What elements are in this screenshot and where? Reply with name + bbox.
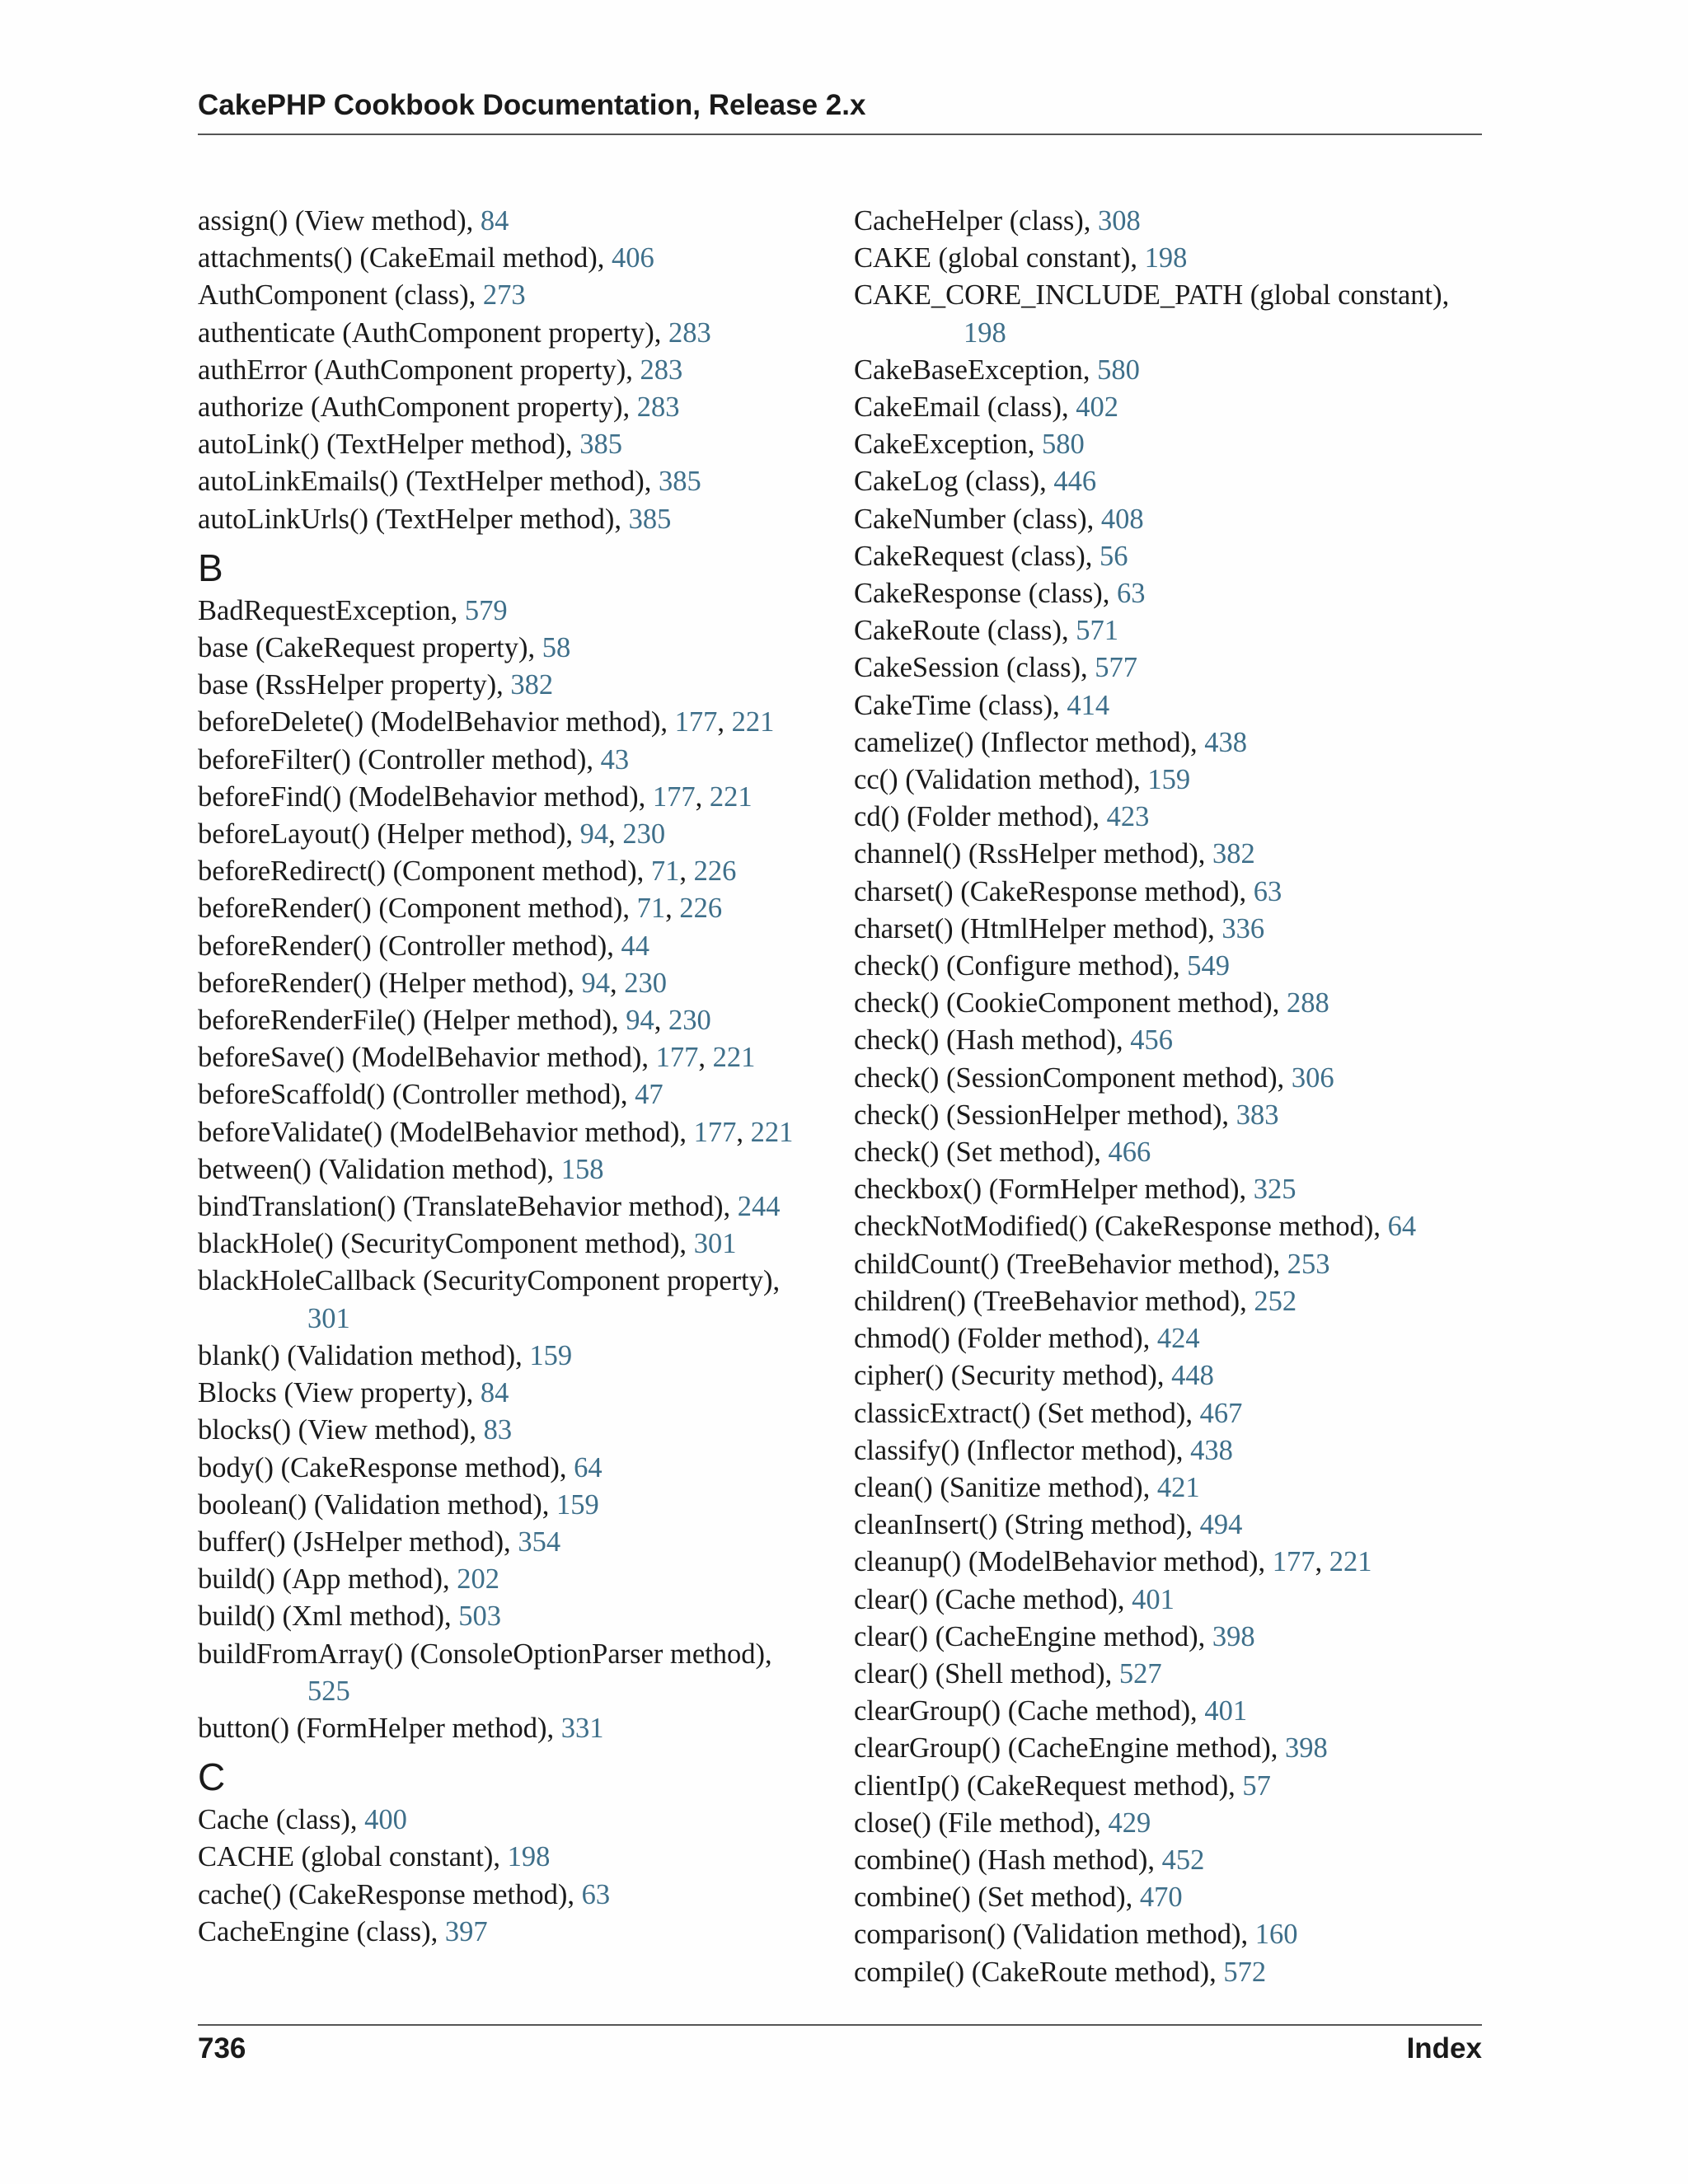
page-link[interactable]: 325	[1253, 1174, 1296, 1206]
index-entry-cakeroute-class	[854, 612, 1484, 649]
page-link[interactable]: 221	[712, 1042, 756, 1074]
index-entry-text: CakeBaseException,	[854, 354, 1098, 386]
index-entry-comparison-validation-method	[854, 1916, 1484, 1953]
index-entry-check-sessioncomponent-method	[854, 1060, 1484, 1097]
index-entry-text: charset() (HtmlHelper method),	[854, 912, 1222, 944]
index-entry-beforerenderfile-helper-method	[198, 1002, 828, 1039]
index-entry-between-validation-method	[198, 1151, 828, 1188]
index-entry-clear-cacheengine-method	[854, 1619, 1484, 1656]
index-entry-cipher-security-method	[854, 1357, 1484, 1394]
index-entry-close-file-method	[854, 1805, 1484, 1842]
index-entry-text: CakeNumber (class),	[854, 503, 1101, 535]
page-link[interactable]: 198	[1144, 242, 1188, 274]
page-link[interactable]: 579	[464, 594, 508, 626]
index-entry-compile-cakeroute-method	[854, 1954, 1484, 1991]
index-entry-badrequestexception	[198, 593, 828, 630]
index-entry-text: cleanup() (ModelBehavior method),	[854, 1546, 1273, 1578]
index-entry-text: charset() (CakeResponse method),	[854, 875, 1254, 907]
page-link[interactable]: 273	[482, 279, 526, 312]
index-entry-continuation	[854, 315, 1484, 352]
index-entry-text: CakeLog (class),	[854, 466, 1054, 498]
index-entry-text: clean() (Sanitize method),	[854, 1471, 1157, 1503]
index-entry-check-cookiecomponent-method	[854, 985, 1484, 1022]
page-link[interactable]: 448	[1171, 1360, 1214, 1392]
index-entry-text: Blocks (View property),	[198, 1377, 481, 1409]
page-link[interactable]: 336	[1221, 912, 1265, 944]
index-entry-beforerender-helper-method	[198, 965, 828, 1002]
index-entry-text: buildFromArray() (ConsoleOptionParser method),	[198, 1638, 772, 1670]
footer-divider	[198, 2024, 1482, 2026]
index-entry-text: beforeRender() (Controller method),	[198, 930, 621, 962]
page-link[interactable]: 159	[556, 1488, 599, 1521]
index-entry-continuation	[198, 1673, 828, 1710]
page-link[interactable]: 253	[1287, 1248, 1330, 1280]
page-link[interactable]: 429	[1108, 1807, 1151, 1839]
page-link[interactable]: 494	[1199, 1509, 1243, 1541]
page-link[interactable]: 400	[364, 1804, 407, 1836]
page-link[interactable]: 401	[1132, 1583, 1175, 1615]
index-entry-text: check() (SessionHelper method),	[854, 1099, 1236, 1131]
index-entry-text: authenticate (AuthComponent property),	[198, 316, 669, 349]
page-link[interactable]: 283	[668, 316, 711, 349]
index-entry-beforescaffold-controller-method	[198, 1076, 828, 1113]
index-entry-chmod-folder-method	[854, 1320, 1484, 1357]
index-entry-check-set-method	[854, 1134, 1484, 1171]
page-link[interactable]: 57	[1242, 1769, 1271, 1802]
page-link[interactable]: 71	[636, 893, 666, 925]
index-entry-text: between() (Validation method),	[198, 1153, 561, 1185]
index-entry-text: CacheHelper (class),	[854, 205, 1098, 237]
page-link[interactable]: 383	[1236, 1099, 1279, 1131]
index-entry-text: check() (Set method),	[854, 1137, 1109, 1169]
index-entry-text: children() (TreeBehavior method),	[854, 1285, 1254, 1317]
index-entry-text: classify() (Inflector method),	[854, 1434, 1191, 1466]
index-entry-boolean-validation-method	[198, 1487, 828, 1524]
index-entry-text: chmod() (Folder method),	[854, 1323, 1157, 1355]
index-entry-text: CACHE (global constant),	[198, 1841, 508, 1873]
index-entry-base-cakerequest-property	[198, 630, 828, 667]
index-entry-text: attachments() (CakeEmail method),	[198, 242, 612, 274]
index-entry-check-configure-method	[854, 948, 1484, 985]
index-entry-blackhole-securitycomponent-method	[198, 1226, 828, 1263]
index-entry-cache-cakeresponse-method	[198, 1877, 828, 1914]
index-entry-cakeemail-class	[854, 389, 1484, 426]
page-link[interactable]: 47	[635, 1079, 663, 1111]
index-entry-charset-cakeresponse-method	[854, 874, 1484, 911]
index-entry-text: beforeFilter() (Controller method),	[198, 743, 601, 776]
index-entry-clientip-cakerequest-method	[854, 1768, 1484, 1805]
index-entry-text: classicExtract() (Set method),	[854, 1397, 1200, 1429]
index-entry-text: beforeRedirect() (Component method),	[198, 855, 651, 888]
page-link[interactable]: 549	[1187, 950, 1231, 982]
index-entry-cakelog-class	[854, 463, 1484, 500]
index-entry-cleaninsert-string-method	[854, 1507, 1484, 1544]
page-separator: ,	[608, 818, 623, 851]
page-link[interactable]: 94	[626, 1005, 654, 1037]
index-entry-base-rsshelper-property	[198, 667, 828, 704]
index-entry-autolink-texthelper-method	[198, 426, 828, 463]
index-entry-text: base (RssHelper property),	[198, 669, 511, 701]
page-link[interactable]: 198	[964, 316, 1006, 349]
page-link[interactable]: 226	[679, 893, 723, 925]
page-link[interactable]: 94	[579, 818, 609, 851]
index-entry-cakeresponse-class	[854, 575, 1484, 612]
index-entry-attachments-cakeemail-method	[198, 240, 828, 277]
index-entry-children-treebehavior-method	[854, 1283, 1484, 1320]
page-link[interactable]: 43	[600, 743, 630, 776]
page-link[interactable]: 221	[1329, 1546, 1372, 1578]
index-entry-blackholecallback-securitycomponent-prop	[198, 1263, 828, 1300]
page-link[interactable]: 94	[581, 967, 611, 999]
page-link[interactable]: 221	[731, 706, 775, 738]
index-entry-buffer-jshelper-method	[198, 1524, 828, 1561]
index-entry-cache-class	[198, 1802, 828, 1839]
index-entry-continuation	[198, 1301, 828, 1338]
page-link[interactable]: 306	[1291, 1062, 1334, 1094]
page-link[interactable]: 354	[518, 1526, 561, 1558]
index-entry-text: checkbox() (FormHelper method),	[854, 1174, 1254, 1206]
page-link[interactable]: 160	[1254, 1919, 1298, 1951]
index-entry-text: checkNotModified() (CakeResponse method),	[854, 1211, 1388, 1243]
index-entry-text: blank() (Validation method),	[198, 1339, 530, 1371]
page-link[interactable]: 177	[693, 1116, 737, 1148]
index-entry-text: base (CakeRequest property),	[198, 632, 542, 664]
index-entry-text: CakeException,	[854, 429, 1043, 461]
index-entry-beforerender-component-method	[198, 890, 828, 927]
index-entry-body-cakeresponse-method	[198, 1450, 828, 1487]
index-entry-authcomponent-class	[198, 277, 828, 314]
page-link[interactable]: 385	[628, 503, 672, 535]
index-entry-autolinkemails-texthelper-method	[198, 463, 828, 500]
index-entry-text: clear() (Cache method),	[854, 1583, 1132, 1615]
index-entry-text: cleanInsert() (String method),	[854, 1509, 1200, 1541]
page-link[interactable]: 401	[1204, 1695, 1248, 1727]
page-link[interactable]: 580	[1097, 354, 1140, 386]
index-entry-text: beforeRender() (Component method),	[198, 893, 637, 925]
page-link[interactable]: 159	[1147, 764, 1191, 796]
index-entry-text: combine() (Hash method),	[854, 1844, 1162, 1876]
index-entry-text: beforeSave() (ModelBehavior method),	[198, 1042, 656, 1074]
index-entry-authenticate-authcomponent-property	[198, 315, 828, 352]
page-link[interactable]: 398	[1285, 1732, 1328, 1765]
index-entry-text: beforeScaffold() (Controller method),	[198, 1079, 635, 1111]
page-link[interactable]: 577	[1095, 652, 1137, 684]
page-header-title: CakePHP Cookbook Documentation, Release 2.x	[198, 89, 866, 121]
index-entry-text: blackHoleCallback (SecurityComponent property),	[198, 1265, 781, 1297]
footer-section-label: Index	[1406, 2032, 1482, 2064]
page-link[interactable]: 244	[737, 1191, 781, 1223]
index-entry-text: build() (App method),	[198, 1563, 457, 1596]
page-link[interactable]: 308	[1097, 205, 1141, 237]
page-link[interactable]: 63	[581, 1878, 611, 1910]
index-entry-text: check() (Configure method),	[854, 950, 1188, 982]
index-entry-text: childCount() (TreeBehavior method),	[854, 1248, 1287, 1280]
page-link[interactable]: 331	[560, 1712, 604, 1744]
page-link[interactable]: 159	[529, 1339, 573, 1371]
index-entry-text: clearGroup() (CacheEngine method),	[854, 1732, 1286, 1765]
index-entry-blocks-view-property	[198, 1375, 828, 1412]
page-link[interactable]: 402	[1076, 391, 1118, 424]
index-entry-text: boolean() (Validation method),	[198, 1488, 556, 1521]
page-link[interactable]: 466	[1108, 1137, 1151, 1169]
index-entry-button-formhelper-method	[198, 1710, 828, 1747]
page-link[interactable]: 398	[1212, 1620, 1255, 1652]
index-entry-channel-rsshelper-method	[854, 836, 1484, 873]
index-entry-clean-sanitize-method	[854, 1469, 1484, 1507]
index-entry-autolinkurls-texthelper-method	[198, 501, 828, 538]
index-column-left	[198, 203, 828, 1951]
index-entry-check-sessionhelper-method	[854, 1097, 1484, 1134]
index-entry-text: blocks() (View method),	[198, 1414, 484, 1446]
index-entry-text: check() (SessionComponent method),	[854, 1062, 1292, 1094]
index-letter-heading: B	[198, 546, 223, 589]
index-entry-text: compile() (CakeRoute method),	[854, 1956, 1224, 1988]
index-entry-text: check() (Hash method),	[854, 1024, 1131, 1057]
index-letter-heading: C	[198, 1755, 226, 1799]
index-entry-text: authError (AuthComponent property),	[198, 354, 640, 386]
page-link[interactable]: 456	[1130, 1024, 1174, 1057]
index-entry-text: check() (CookieComponent method),	[854, 987, 1287, 1019]
index-entry-text: beforeRender() (Helper method),	[198, 967, 582, 999]
index-entry-blank-validation-method	[198, 1338, 828, 1375]
index-entry-text: buffer() (JsHelper method),	[198, 1526, 518, 1558]
index-column-right	[854, 203, 1484, 1991]
index-entry-beforeredirect-component-method	[198, 853, 828, 890]
index-entry-beforerender-controller-method	[198, 928, 828, 965]
index-entry-text: CakeEmail (class),	[854, 391, 1076, 424]
index-entry-text: combine() (Set method),	[854, 1882, 1140, 1914]
page-link[interactable]: 283	[636, 391, 680, 424]
page-link[interactable]: 421	[1156, 1471, 1200, 1503]
index-entry-text: autoLink() (TextHelper method),	[198, 429, 580, 461]
index-entry-text: beforeLayout() (Helper method),	[198, 818, 580, 851]
index-entry-cakerequest-class	[854, 538, 1484, 575]
index-entry-text: button() (FormHelper method),	[198, 1712, 561, 1744]
index-entry-beforefind-modelbehavior-method	[198, 779, 828, 816]
index-entry-text: Cache (class),	[198, 1804, 365, 1836]
index-entry-cd-folder-method	[854, 799, 1484, 836]
page-link[interactable]: 580	[1042, 429, 1085, 461]
index-entry-text: cd() (Folder method),	[854, 801, 1107, 833]
page-link[interactable]: 467	[1199, 1397, 1243, 1429]
page-link[interactable]: 64	[1387, 1211, 1417, 1243]
index-entry-text: channel() (RssHelper method),	[854, 838, 1212, 870]
page-link[interactable]: 446	[1053, 466, 1097, 498]
page-link[interactable]: 56	[1099, 540, 1128, 572]
page-link[interactable]: 283	[640, 354, 683, 386]
index-entry-cleanup-modelbehavior-method	[854, 1544, 1484, 1581]
page-link[interactable]: 527	[1118, 1657, 1162, 1690]
index-entry-classicextract-set-method	[854, 1395, 1484, 1432]
page-link[interactable]: 177	[1272, 1546, 1315, 1578]
page-link[interactable]: 288	[1287, 987, 1329, 1019]
page-link[interactable]: 408	[1100, 503, 1144, 535]
page-link[interactable]: 221	[709, 780, 753, 813]
page-link[interactable]: 84	[480, 1377, 509, 1409]
index-entry-text: CAKE_CORE_INCLUDE_PATH (global constant),	[854, 279, 1450, 312]
index-entry-caketime-class	[854, 687, 1484, 724]
page-link[interactable]: 301	[307, 1302, 350, 1334]
page-link[interactable]: 397	[444, 1915, 488, 1947]
index-entry-text: cipher() (Security method),	[854, 1360, 1172, 1392]
index-entry-charset-htmlhelper-method	[854, 911, 1484, 948]
index-entry-text: beforeDelete() (ModelBehavior method),	[198, 706, 675, 738]
index-entry-text: cc() (Validation method),	[854, 764, 1148, 796]
footer-page-number: 736	[198, 2032, 246, 2064]
page-link[interactable]: 438	[1190, 1434, 1233, 1466]
index-entry-text: bindTranslation() (TranslateBehavior method),	[198, 1191, 738, 1223]
index-entry-combine-set-method	[854, 1879, 1484, 1916]
index-entry-camelize-inflector-method	[854, 724, 1484, 762]
index-entry-cakebaseexception	[854, 352, 1484, 389]
page-separator: ,	[736, 1116, 751, 1148]
page-link[interactable]: 177	[674, 706, 718, 738]
index-entry-text: autoLinkUrls() (TextHelper method),	[198, 503, 629, 535]
index-entry-text: beforeRenderFile() (Helper method),	[198, 1005, 626, 1037]
index-entry-text: beforeValidate() (ModelBehavior method),	[198, 1116, 694, 1148]
index-entry-text: autoLinkEmails() (TextHelper method),	[198, 466, 659, 498]
index-entry-text: clientIp() (CakeRequest method),	[854, 1769, 1243, 1802]
index-entry-assign-view-method	[198, 203, 828, 240]
page-separator: ,	[1315, 1546, 1329, 1578]
index-entry-text: CakeSession (class),	[854, 652, 1095, 684]
page-link[interactable]: 385	[579, 429, 622, 461]
page-link[interactable]: 221	[750, 1116, 794, 1148]
index-entry-text: BadRequestException,	[198, 594, 465, 626]
page-separator: ,	[679, 855, 694, 888]
page-link[interactable]: 382	[510, 669, 554, 701]
page-link[interactable]: 385	[659, 466, 701, 498]
index-entry-text: body() (CakeResponse method),	[198, 1451, 574, 1483]
index-entry-cacheengine-class	[198, 1914, 828, 1951]
index-entry-cc-validation-method	[854, 762, 1484, 799]
index-entry-text: build() (Xml method),	[198, 1601, 459, 1633]
page-link[interactable]: 71	[650, 855, 680, 888]
index-entry-check-hash-method	[854, 1022, 1484, 1059]
index-entry-build-xml-method	[198, 1598, 828, 1635]
index-entry-cakeexception	[854, 426, 1484, 463]
page-link[interactable]: 230	[622, 818, 666, 851]
page-separator: ,	[698, 1042, 713, 1074]
index-entry-clear-shell-method	[854, 1656, 1484, 1693]
page-separator: ,	[695, 780, 710, 813]
index-entry-text: comparison() (Validation method),	[854, 1919, 1255, 1951]
page-link[interactable]: 84	[480, 205, 509, 237]
page-link[interactable]: 63	[1253, 875, 1282, 907]
index-entry-cleargroup-cacheengine-method	[854, 1730, 1484, 1767]
index-entry-text: clear() (Shell method),	[854, 1657, 1119, 1690]
page-link[interactable]: 64	[574, 1451, 603, 1483]
page-link[interactable]: 63	[1117, 578, 1146, 610]
index-entry-beforesave-modelbehavior-method	[198, 1039, 828, 1076]
page-link[interactable]: 44	[621, 930, 649, 962]
index-entry-cache-global-constant	[198, 1839, 828, 1876]
page-link[interactable]: 202	[457, 1563, 500, 1596]
page-link[interactable]: 423	[1106, 801, 1150, 833]
index-entry-text: beforeFind() (ModelBehavior method),	[198, 780, 653, 813]
page-link[interactable]: 414	[1067, 689, 1110, 721]
index-entry-text: CAKE (global constant),	[854, 242, 1145, 274]
page-separator: ,	[610, 967, 625, 999]
index-entry-checknotmodified-cakeresponse-method	[854, 1208, 1484, 1245]
page-link[interactable]: 424	[1156, 1323, 1200, 1355]
index-entry-text: CakeResponse (class),	[854, 578, 1118, 610]
index-entry-cake-global-constant	[854, 240, 1484, 277]
index-entry-authorize-authcomponent-property	[198, 389, 828, 426]
index-entry-clear-cache-method	[854, 1582, 1484, 1619]
index-entry-cakenumber-class	[854, 501, 1484, 538]
page-link[interactable]: 177	[655, 1042, 699, 1074]
index-entry-beforefilter-controller-method	[198, 742, 828, 779]
page-separator: ,	[717, 706, 732, 738]
page-link[interactable]: 198	[507, 1841, 551, 1873]
index-entry-combine-hash-method	[854, 1842, 1484, 1879]
index-entry-text: close() (File method),	[854, 1807, 1109, 1839]
index-entry-text: clear() (CacheEngine method),	[854, 1620, 1212, 1652]
index-entry-autherror-authcomponent-property	[198, 352, 828, 389]
page-link[interactable]: 158	[560, 1153, 604, 1185]
page-link[interactable]: 58	[542, 632, 571, 664]
index-entry-text: clearGroup() (Cache method),	[854, 1695, 1205, 1727]
index-entry-beforelayout-helper-method	[198, 816, 828, 853]
index-entry-text: AuthComponent (class),	[198, 279, 483, 312]
index-entry-cachehelper-class	[854, 203, 1484, 240]
index-entry-text: blackHole() (SecurityComponent method),	[198, 1228, 694, 1260]
header-divider	[198, 134, 1482, 135]
page-link[interactable]: 470	[1139, 1882, 1183, 1914]
page-link[interactable]: 177	[652, 780, 696, 813]
page-link[interactable]: 571	[1076, 615, 1118, 647]
page-link[interactable]: 230	[624, 967, 668, 999]
page-link[interactable]: 83	[483, 1414, 513, 1446]
index-entry-classify-inflector-method	[854, 1432, 1484, 1469]
index-entry-text: CacheEngine (class),	[198, 1915, 445, 1947]
page-link[interactable]: 452	[1161, 1844, 1205, 1876]
page-link[interactable]: 525	[307, 1675, 350, 1707]
page-link[interactable]: 230	[668, 1005, 711, 1037]
page-separator: ,	[665, 893, 680, 925]
index-entry-cakesession-class	[854, 649, 1484, 687]
index-entry-text: camelize() (Inflector method),	[854, 726, 1205, 758]
index-entry-bindtranslation-translatebehavior-method	[198, 1188, 828, 1226]
index-entry-buildfromarray-consoleoptionparser-metho	[198, 1636, 828, 1673]
index-entry-build-app-method	[198, 1561, 828, 1598]
page-link[interactable]: 226	[693, 855, 737, 888]
index-entry-text: authorize (AuthComponent property),	[198, 391, 637, 424]
page-link[interactable]: 503	[458, 1601, 501, 1633]
page-link[interactable]: 301	[693, 1228, 737, 1260]
index-entry-text: CakeRequest (class),	[854, 540, 1100, 572]
index-entry-text: CakeTime (class),	[854, 689, 1067, 721]
index-entry-blocks-view-method	[198, 1412, 828, 1449]
page-link[interactable]: 406	[612, 242, 654, 274]
page-link[interactable]: 252	[1254, 1285, 1297, 1317]
index-entry-text: assign() (View method),	[198, 205, 481, 237]
page-link[interactable]: 438	[1204, 726, 1248, 758]
page-separator: ,	[654, 1005, 668, 1037]
index-entry-beforevalidate-modelbehavior-method	[198, 1114, 828, 1151]
index-entry-beforedelete-modelbehavior-method	[198, 704, 828, 741]
page-link[interactable]: 572	[1223, 1956, 1267, 1988]
index-entry-cleargroup-cache-method	[854, 1693, 1484, 1730]
index-entry-text: cache() (CakeResponse method),	[198, 1878, 582, 1910]
index-entry-text: CakeRoute (class),	[854, 615, 1076, 647]
index-entry-childcount-treebehavior-method	[854, 1246, 1484, 1283]
index-entry-checkbox-formhelper-method	[854, 1171, 1484, 1208]
index-entry-cake-core-include-path-global-constant	[854, 277, 1484, 314]
page-link[interactable]: 382	[1212, 838, 1255, 870]
